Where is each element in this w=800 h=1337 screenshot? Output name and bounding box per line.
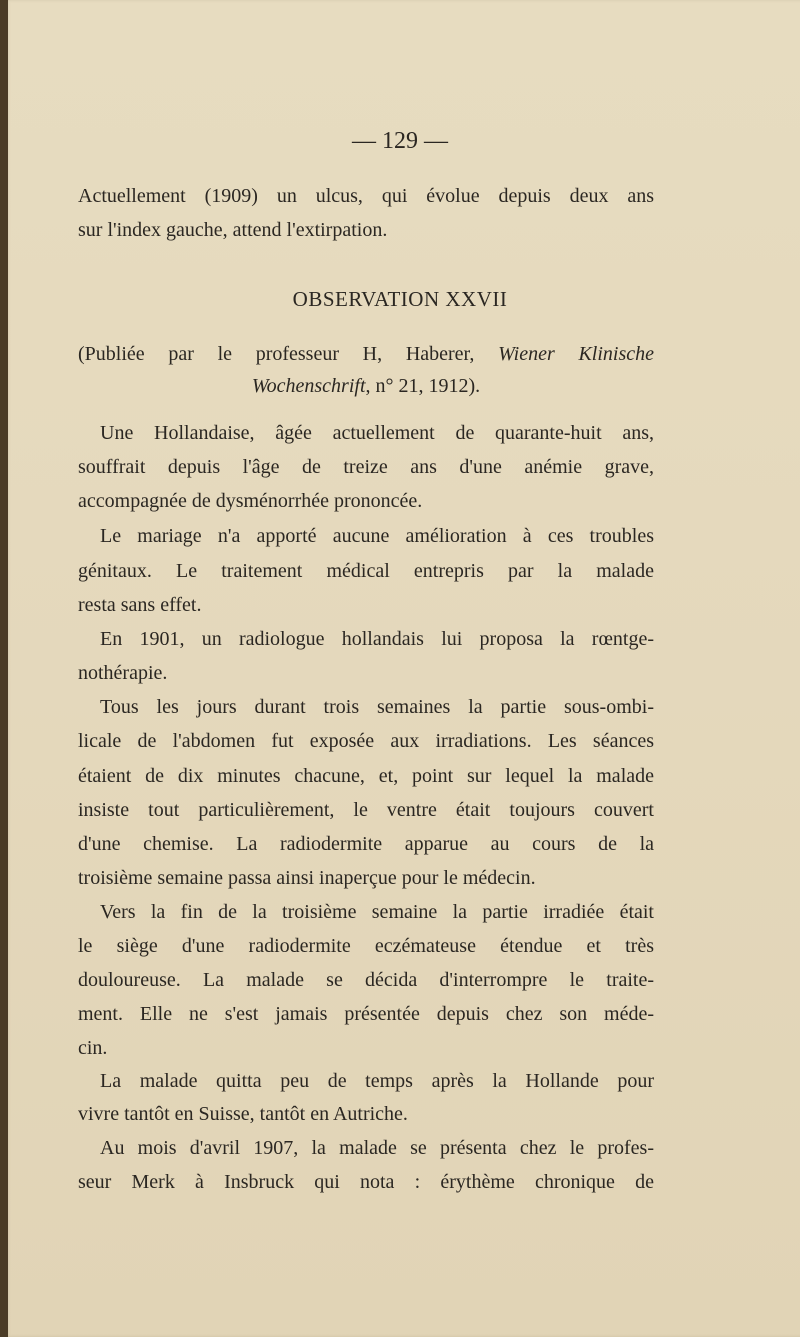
page-binding-edge (0, 0, 8, 1337)
paragraph-4-line-6: troisième semaine passa ainsi inaperçue pour le médecin. (78, 867, 536, 889)
publication-reference (78, 338, 654, 402)
paragraph-1-line-2: souffrait depuis l'âge de treize ans d'une anémie grave, (78, 456, 654, 478)
paragraph-5-line-1: Vers la fin de la troisième semaine la partie irradiée était (100, 901, 654, 923)
paragraph-3-line-1: En 1901, un radiologue hollandais lui proposa la rœntge- (100, 628, 654, 650)
intro-line-2: sur l'index gauche, attend l'extirpation. (78, 219, 388, 241)
paragraph-1-line-1: Une Hollandaise, âgée actuellement de quarante-huit ans, (100, 422, 654, 444)
paragraph-2-line-1: Le mariage n'a apporté aucune amélioration à ces troubles (100, 525, 654, 547)
paragraph-6-line-2: vivre tantôt en Suisse, tantôt en Autriche. (78, 1103, 408, 1125)
observation-title: OBSERVATION XXVII (292, 287, 508, 311)
paragraph-7-line-1: Au mois d'avril 1907, la malade se présenta chez le profes- (100, 1137, 654, 1159)
journal-name-part2: Wochenschrift (251, 375, 366, 397)
paragraph-4-line-4: insiste tout particulièrement, le ventre était toujours couvert (78, 799, 654, 821)
paragraph-5-line-2: le siège d'une radiodermite eczémateuse étendue et très (78, 935, 654, 957)
paragraph-4-line-5: d'une chemise. La radiodermite apparue au cours de la (78, 833, 654, 855)
publication-suffix: , n° 21, 1912). (365, 375, 481, 397)
paragraph-2-line-3: resta sans effet. (78, 594, 202, 616)
paragraph-3-line-2: nothérapie. (78, 662, 168, 684)
journal-name-part1: Wiener Klinische (498, 343, 654, 365)
paragraph-4-line-1: Tous les jours durant trois semaines la partie sous-ombi- (100, 696, 654, 718)
paragraph-4-line-3: étaient de dix minutes chacune, et, point sur lequel la malade (78, 765, 654, 787)
paragraph-5-line-3: douloureuse. La malade se décida d'interrompre le traite- (78, 969, 654, 991)
paragraph-6-line-1: La malade quitta peu de temps après la Hollande pour (100, 1070, 654, 1092)
paragraph-2-line-2: génitaux. Le traitement médical entrepris par la malade (78, 560, 654, 582)
paragraph-5-line-4: ment. Elle ne s'est jamais présentée depuis chez son méde- (78, 1003, 654, 1025)
publication-prefix: (Publiée par le professeur H, Haberer, (78, 343, 499, 365)
paragraph-1-line-3: accompagnée de dysménorrhée prononcée. (78, 490, 423, 512)
page-number: — 129 — (352, 128, 448, 154)
publication-line-2 (78, 370, 654, 402)
publication-line-1 (78, 338, 654, 370)
intro-line-1: Actuellement (1909) un ulcus, qui évolue depuis deux ans (78, 185, 654, 207)
paragraph-7-line-2: seur Merk à Insbruck qui nota : érythème chronique de (78, 1171, 654, 1193)
paragraph-5-line-5: cin. (78, 1037, 108, 1059)
paragraph-4-line-2: licale de l'abdomen fut exposée aux irradiations. Les séances (78, 730, 654, 752)
